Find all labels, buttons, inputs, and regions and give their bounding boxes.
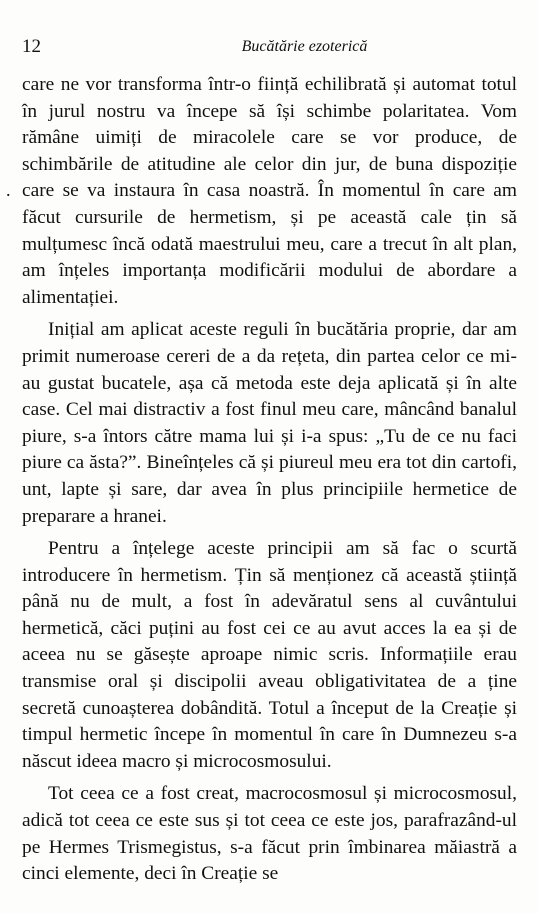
page-number: 12	[22, 36, 41, 57]
paragraph-3: Pentru a înțelege aceste principii am să fac o scurtă introducere în hermetism. Țin să menționez că această știință până nu de mult, a fost în adevăratul sens al cuvântului hermetică, căci puțini au fost cei ce au avut acces la ea și de aceea nu se găsește aproape nimic scris. Informațiile erau transmise oral și discipolii aveau obligativitatea de a ține secretă cunoașterea dobândită. Totul a început de la Creație și timpul hermetic începe în momentul în care în Dumnezeu s-a născut ideea macro și microcosmosului.	[22, 538, 517, 772]
page-header	[22, 36, 517, 60]
paragraph-1: care ne vor transforma într-o ființă echilibrată și automat totul în jurul nostru va începe să își schimbe polaritatea. Vom rămâne uimiți de miracolele care se vor produce, de schimbările de atitudine ale celor din jur, de buna dispoziție care se va instaura în casa noastră. În momentul în care am făcut cursurile de hermetism, și pe această cale țin să mulțumesc încă odată maestrului meu, care a trecut în alt plan, am înțeles importanța modificării modului de abordare a alimentației.	[22, 74, 517, 308]
margin-mark: .	[6, 180, 11, 200]
paragraph-4: Tot ceea ce a fost creat, macrocosmosul și microcosmosul, adică tot ceea ce este sus și tot ceea ce este jos, parafrazând-ul pe Hermes Trismegistus, s-a făcut prin îmbinarea măiastră a cinci elemente, deci în Creație se	[22, 783, 517, 885]
body-text	[22, 72, 517, 894]
paragraph-2: Inițial am aplicat aceste reguli în bucătăria proprie, dar am primit numeroase cereri de a da rețeta, din partea celor ce mi-au gustat bucatele, așa că metoda este deja aplicată și în alte case. Cel mai distractiv a fost finul meu care, mâncând banalul piure, s-a întors către mama lui și i-a spus: „Tu de ce nu faci piure ca ăsta?”. Bineînțeles că și piureul meu era tot din cartofi, unt, lapte și sare, dar avea în plus principiile hermetice de preparare a hranei.	[22, 319, 517, 527]
running-title: Bucătărie ezoterică	[241, 38, 368, 55]
